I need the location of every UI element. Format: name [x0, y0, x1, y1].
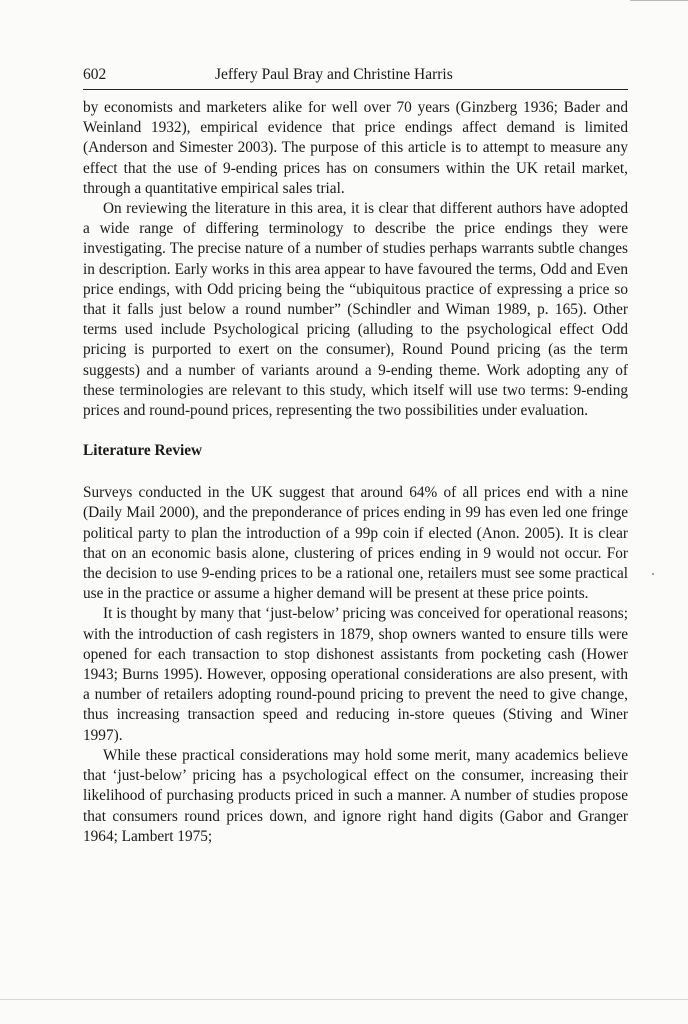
running-head-authors: Jeffery Paul Bray and Christine Harris: [215, 66, 453, 83]
page-number: 602: [83, 66, 107, 83]
journal-page: [83, 66, 628, 847]
paragraph-intro-2: On reviewing the literature in this area, it is clear that different authors have adopted a wide range of differing terminology to describe the price endings they were investigating. The precise nature of a number of studies perhaps warrants subtle changes in description. Early works in this area appear to have favoured the terms, Odd and Even price endings, with Odd pricing being the “ubiquitous practice of expressing a price so that it falls just below a round number” (Schindler and Wiman 1989, p. 165). Other terms used include Psychological pricing (alluding to the psychological effect Odd pricing is purported to exert on the consumer), Round Pound pricing (as the term suggests) and a number of variants around a 9-ending theme. Work adopting any of these terminologies are relevant to this study, which itself will use two terms: 9-ending prices and round-pound prices, representing the two possibilities under evaluation.: [83, 200, 628, 420]
paragraph-review-2: It is thought by many that ‘just-below’ pricing was conceived for operational reasons; with the introduction of cash registers in 1879, shop owners wanted to ensure tills were opened for each transaction to stop dishonest assistants from pocketing cash (Hower 1943; Burns 1995). However, opposing operational considerations are also present, with a number of retailers adopting round-pound pricing to prevent the need to give change, thus increasing transaction speed and reducing in-store queues (Stiving and Winer 1997).: [83, 605, 628, 744]
scan-bottom-edge: [0, 999, 688, 1000]
paragraph-review-3: While these practical considerations may hold some merit, many academics believe that ‘just-below’ pricing has a psychological effect on the consumer, increasing their likelihood of purchasing products priced in such a manner. A number of studies propose that consumers round prices down, and ignore right hand digits (Gabor and Granger 1964; Lambert 1975;: [83, 746, 628, 845]
section-heading: Literature Review: [83, 442, 203, 460]
article-body: [83, 98, 628, 847]
paragraph-intro-1: by economists and marketers alike for well over 70 years (Ginzberg 1936; Bader and Weinland 1932), empirical evidence that price endings affect demand is limited (Anderson and Simester 2003). The purpose of this article is to attempt to measure any effect that the use of 9-ending prices has on consumers within the UK retail market, through a quantitative empirical sales trial.: [83, 99, 628, 197]
scan-edge-line: [630, 0, 688, 1]
running-header: [83, 66, 628, 90]
scan-speck: [652, 573, 654, 575]
paragraph-review-1: Surveys conducted in the UK suggest that around 64% of all prices end with a nine (Daily Mail 2000), and the preponderance of prices ending in 99 has even led one fringe political party to plan the introduction of a 99p coin if elected (Anon. 2005). It is clear that on an economic basis alone, clustering of prices ending in 9 would not occur. For the decision to use 9-ending prices to be a rational one, retailers must see some practical use in the practice or assume a higher demand will be present at these price points.: [83, 484, 628, 603]
